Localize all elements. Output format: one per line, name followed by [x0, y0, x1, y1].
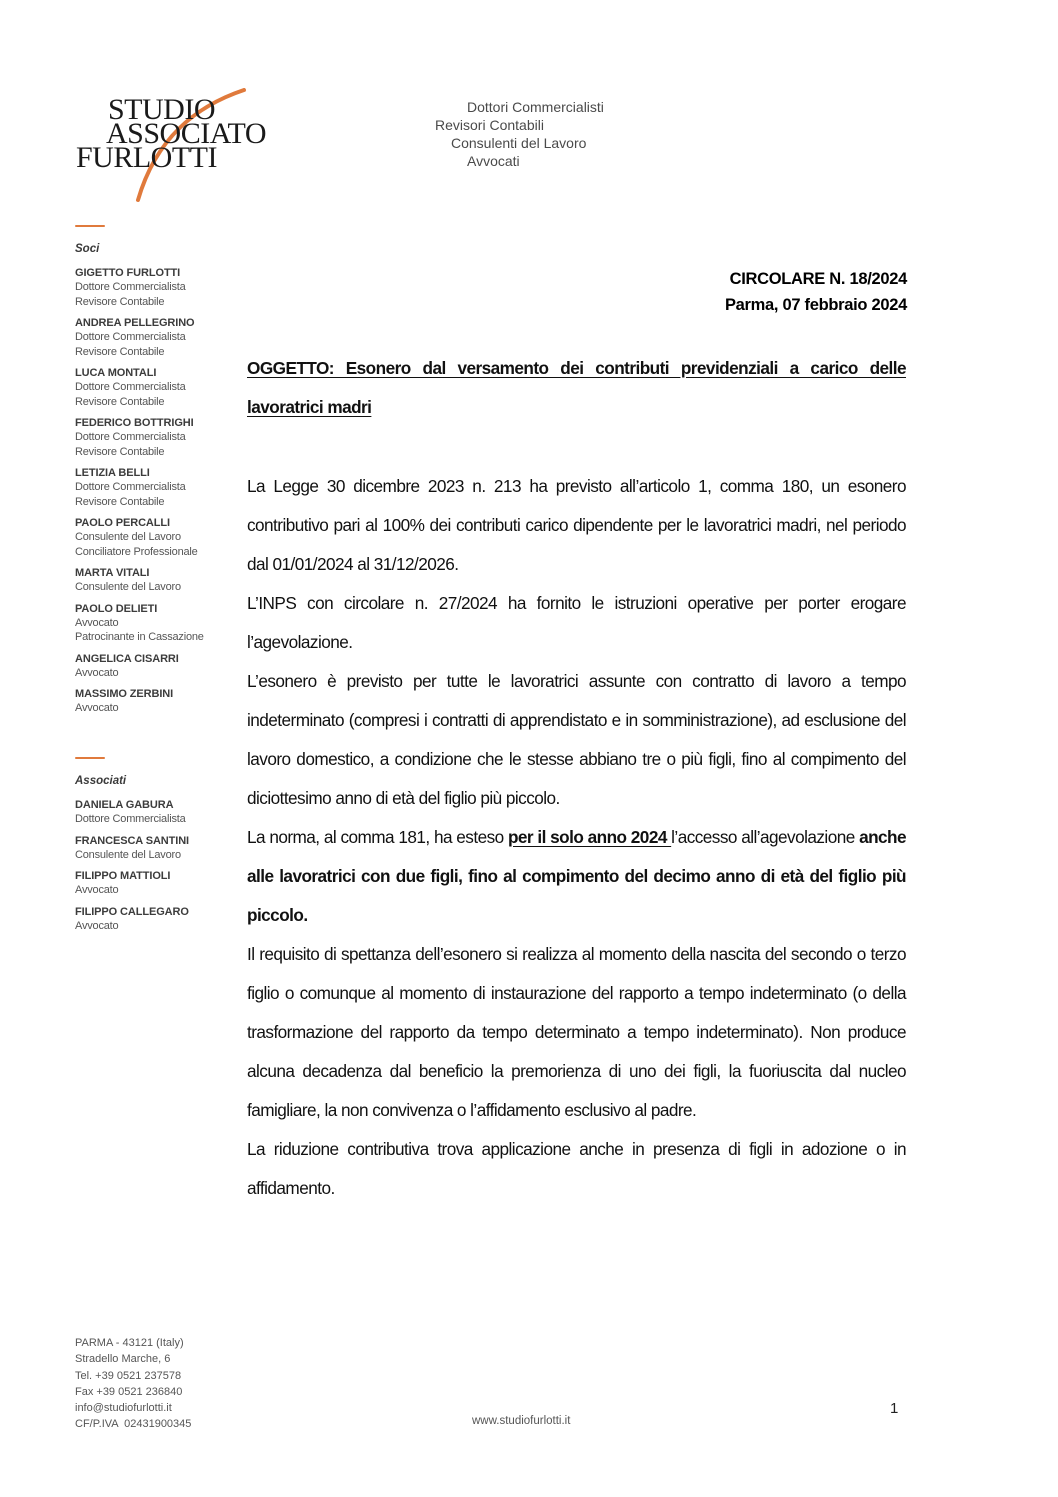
paragraph: L’esonero è previsto per tutte le lavoratrici assunte con contratto di lavoro a tempo indeterminato (compresi i contratti di apprendistato e in somministrazione), ad esclusione del lavoro domestico, a condizione che le stesse abbiano tre o più figli, fino al compimento del diciottesimo anno di età del figlio più piccolo.	[247, 671, 906, 808]
text-run: La norma, al comma 181, ha esteso	[247, 827, 508, 847]
partner-entry	[75, 416, 245, 459]
partner-role: Revisore Contabile	[75, 395, 165, 408]
soci-heading: Soci	[75, 243, 100, 255]
partner-name: DANIELA GABURA	[75, 799, 174, 811]
profession-item: Consulenti del Lavoro	[451, 135, 587, 151]
partner-role: Dottore Commercialista	[75, 431, 186, 443]
partner-entry	[75, 687, 245, 716]
logo-line-3: FURLOTTI	[76, 141, 217, 174]
partner-name: MARTA VITALI	[75, 567, 150, 579]
associati-heading: Associati	[75, 775, 127, 787]
partner-role: Dottore Commercialista	[75, 281, 186, 293]
partner-name: LETIZIA BELLI	[75, 467, 150, 479]
paragraph	[247, 818, 906, 935]
partner-name: PAOLO DELIETI	[75, 602, 158, 615]
partner-name: FILIPPO MATTIOLI	[75, 870, 171, 882]
partner-role: Revisore Contabile	[75, 445, 165, 458]
partner-role: Consulente del Lavoro	[75, 581, 181, 593]
place-date: Parma, 07 febbraio 2024	[724, 296, 907, 314]
partner-entry	[75, 516, 245, 559]
partner-role: Patrocinante in Cassazione	[75, 631, 204, 643]
studio-logo	[76, 88, 276, 208]
partner-role: Avvocato	[75, 884, 119, 896]
text-run: l’accesso all’agevolazione	[671, 827, 860, 847]
circular-header	[725, 266, 907, 318]
partner-entry	[75, 834, 245, 863]
partner-role: Dottore Commercialista	[75, 381, 186, 393]
divider	[75, 225, 105, 227]
address-line: Stradello Marche, 6	[75, 1353, 171, 1366]
partner-entry	[75, 466, 245, 509]
address-line: CF/P.IVA 02431900345	[75, 1418, 192, 1431]
address-line: info@studiofurlotti.it	[75, 1402, 172, 1415]
divider	[75, 757, 105, 759]
paragraph: La Legge 30 dicembre 2023 n. 213 ha previsto all’articolo 1, comma 180, un esonero contributivo pari al 100% dei contributi carico dipendente per le lavoratrici madri, nel periodo dal 01/01/2024 al 31/12/2026.	[247, 476, 906, 574]
associati-list	[75, 798, 245, 940]
soci-list	[75, 266, 245, 723]
partner-role: Avvocato	[75, 702, 119, 714]
partner-role: Dottore Commercialista	[75, 481, 186, 493]
profession-item: Dottori Commercialisti	[467, 99, 604, 115]
partner-entry	[75, 905, 245, 934]
subject-line: OGGETTO: Esonero dal versamento dei contributi previdenziali a carico delle lavoratrici madri	[247, 358, 906, 417]
partner-entry	[75, 366, 245, 409]
partner-name: FEDERICO BOTTRIGHI	[75, 417, 194, 429]
partner-role: Revisore Contabile	[75, 345, 165, 358]
partner-entry	[75, 652, 245, 681]
partner-role: Consulente del Lavoro	[75, 531, 181, 543]
partner-entry	[75, 316, 245, 359]
partner-role: Revisore Contabile	[75, 495, 165, 508]
partner-name: FRANCESCA SANTINI	[75, 834, 190, 847]
partner-role: Avvocato	[75, 919, 119, 932]
profession-item: Revisori Contabili	[435, 117, 544, 133]
partner-entry	[75, 869, 245, 898]
emphasis-underlined: per il solo anno 2024	[507, 827, 672, 847]
partner-name: LUCA MONTALI	[75, 367, 157, 379]
address-line: Fax +39 0521 236840	[75, 1385, 183, 1398]
footer-address	[75, 1335, 191, 1433]
profession-item: Avvocati	[467, 153, 520, 169]
partner-role: Avvocato	[75, 666, 119, 679]
partner-role: Consulente del Lavoro	[75, 848, 181, 861]
partner-entry	[75, 798, 245, 827]
circular-number: CIRCOLARE N. 18/2024	[729, 270, 907, 288]
partner-name: MASSIMO ZERBINI	[75, 688, 174, 700]
partner-name: GIGETTO FURLOTTI	[75, 267, 181, 279]
partner-name: ANDREA PELLEGRINO	[75, 317, 195, 329]
partner-role: Conciliatore Professionale	[75, 545, 198, 558]
partner-role: Dottore Commercialista	[75, 813, 186, 825]
paragraph: L’INPS con circolare n. 27/2024 ha fornito le istruzioni operative per porter erogare l’agevolazione.	[247, 593, 906, 652]
logo-line-2: ASSOCIATO	[106, 117, 266, 150]
page-number: 1	[890, 1400, 899, 1417]
document-body	[247, 467, 906, 1208]
address-line: Tel. +39 0521 237578	[75, 1369, 182, 1382]
logo-line-1: STUDIO	[108, 93, 215, 126]
website-link[interactable]: www.studiofurlotti.it	[472, 1415, 571, 1427]
emphasis-bold: anche alle lavoratrici con due figli, fino al compimento del decimo anno di età del figlio più piccolo.	[247, 827, 906, 925]
partner-entry	[75, 602, 245, 645]
partner-entry	[75, 266, 245, 309]
partner-entry	[75, 566, 245, 595]
partner-name: PAOLO PERCALLI	[75, 517, 170, 529]
paragraph: La riduzione contributiva trova applicazione anche in presenza di figli in adozione o in affidamento.	[247, 1139, 906, 1198]
partner-role: Dottore Commercialista	[75, 331, 186, 343]
address-line: PARMA - 43121 (Italy)	[75, 1337, 184, 1349]
partner-name: FILIPPO CALLEGARO	[75, 905, 189, 918]
partner-name: ANGELICA CISARRI	[75, 652, 179, 665]
partner-role: Revisore Contabile	[75, 295, 165, 308]
partner-role: Avvocato	[75, 616, 119, 629]
paragraph: Il requisito di spettanza dell’esonero si realizza al momento della nascita del secondo o terzo figlio o comunque al momento di instaurazione del rapporto a tempo indeterminato (o della trasformazione del rapporto da tempo determinato a tempo indeterminato). Non produce alcuna decadenza dal beneficio la premorienza di uno dei figli, la fuoriuscita dal nucleo famigliare, la non convivenza o l’affidamento esclusivo al padre.	[247, 944, 906, 1120]
